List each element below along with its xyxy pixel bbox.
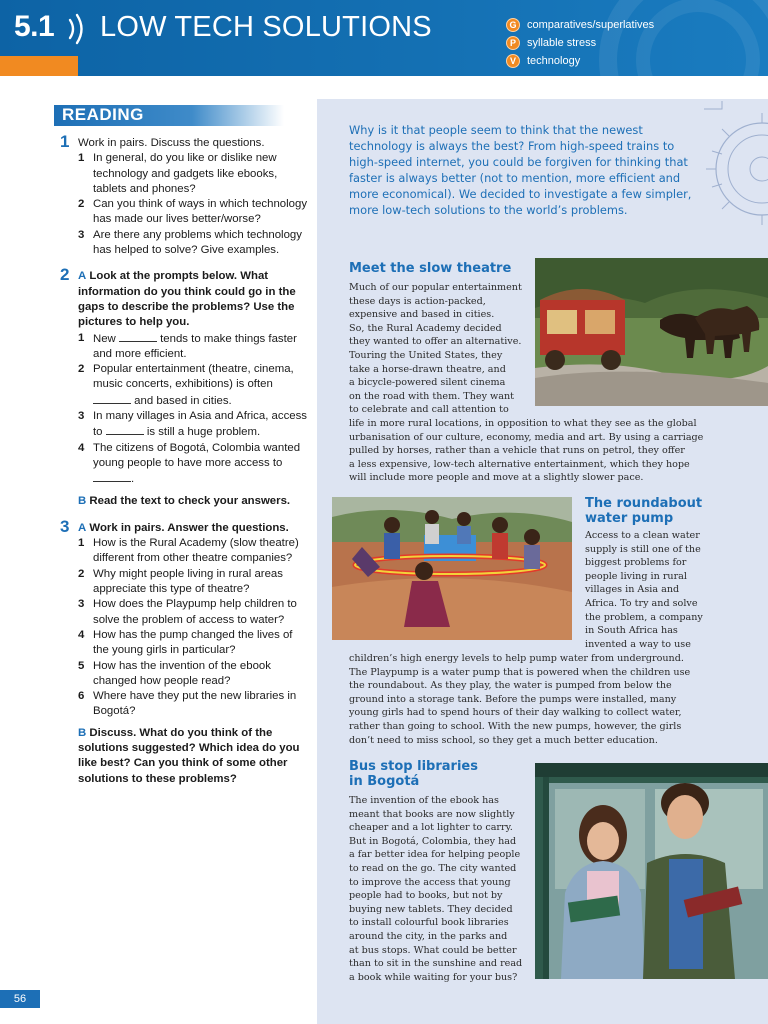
focus-label: syllable stress [527, 37, 597, 49]
text-line: expensive and based in cities. [349, 309, 495, 321]
question-item [78, 597, 310, 628]
theatre-text-wide [349, 417, 759, 485]
answer-gap[interactable] [93, 393, 131, 404]
question-list [60, 536, 310, 720]
text-line: the roundabout. As they play, the water is pumped from below the [349, 680, 672, 692]
prompt-item [78, 331, 310, 363]
theatre-text-narrow [349, 281, 534, 417]
text-line: at bus stops. What could be better [349, 944, 517, 956]
question-text: Why might people living in rural areas appreciate this type of theatre? [93, 567, 283, 596]
text-line: Access to a clean water [585, 530, 700, 541]
exercise-3b [60, 726, 310, 787]
section-banner [54, 105, 284, 126]
prompt-number: 1 [78, 331, 85, 344]
text-line: around the city, in the parks and [349, 930, 508, 942]
prompt-item [78, 409, 310, 441]
question-number: 2 [78, 567, 85, 580]
text-line: than to sit in the sunshine and read [349, 958, 523, 970]
exercise-1 [60, 132, 310, 151]
question-item [78, 567, 310, 598]
heading-line: water pump [585, 511, 674, 526]
text-line: Touring the United States, they [349, 349, 503, 361]
question-number: 3 [78, 228, 85, 241]
text-line: these days is action-packed, [349, 295, 486, 307]
text-line: supply is still one of the [585, 543, 701, 555]
part-letter: B [78, 494, 87, 507]
text-line: people living in rural [585, 570, 687, 582]
text-line: cheaper and a lot lighter to carry. [349, 822, 513, 834]
text-line: The invention of the ebook has [349, 795, 499, 806]
prompt-text: In many villages in Asia and Africa, access to [93, 410, 307, 439]
question-item [78, 228, 310, 259]
question-text: How is the Rural Academy (slow theatre) different from other theatre companies? [93, 537, 299, 565]
question-item [78, 197, 310, 228]
playpump-roundabout-photo [332, 497, 572, 640]
text-line: life in more rural locations, in opposition to what they see as the global [349, 418, 697, 429]
text-line: to improve the access that young [349, 876, 511, 888]
text-line: will include more people and move at a slightly slower pace. [349, 472, 644, 484]
exercise-instruction: Read the text to check your answers. [89, 494, 291, 507]
text-line: Africa. To try and solve [585, 597, 698, 609]
question-number: 1 [78, 152, 85, 165]
text-line: pulled by horses, rather than a vehicle that runs on petrol, they offer [349, 445, 685, 457]
exercise-2 [60, 265, 310, 330]
prompt-number: 4 [78, 441, 85, 454]
question-number: 4 [78, 628, 85, 641]
text-line: So, the Rural Academy decided [349, 322, 502, 334]
text-line: biggest problems for [585, 557, 687, 569]
answer-gap[interactable] [93, 471, 131, 482]
libraries-heading [349, 759, 539, 789]
text-line: a less expensive, low-tech alternative entertainment, which they hope [349, 458, 690, 470]
gear-blueprint-decoration [702, 99, 768, 249]
prompt-item [78, 441, 310, 488]
text-line: villages in Asia and [585, 584, 680, 596]
question-text: Where have they put the new libraries in Bogotá? [93, 690, 297, 718]
text-line: in South Africa has [585, 625, 678, 637]
pump-text-narrow [585, 529, 765, 651]
text-line: people had to books, but not by [349, 890, 503, 902]
pump-text-wide [349, 652, 759, 747]
grammar-badge: G [506, 18, 520, 32]
exercises-column [60, 132, 310, 787]
article-intro: Why is it that people seem to think that the newest technology is always the best? From high-speed trains to high-speed internet, you could be forgiven for thinking that faster is always better (not to mention, more efficient and more economical). We decided to investigate a few simpler, more low-tech solutions to the world’s problems. [349, 123, 692, 217]
prompt-list [60, 331, 310, 488]
exercise-instruction: Discuss. What do you think of the solutions suggested? Which idea do you like best? Can you think of some other solutions to these problems? [78, 726, 300, 785]
exercise-2b [60, 494, 310, 509]
exercise-number: 3 [60, 516, 70, 536]
audio-wave-icon [66, 12, 90, 46]
text-line: they wanted to offer an alternative. [349, 336, 522, 348]
text-line: invented a way to use [585, 638, 691, 650]
exercise-instruction: Work in pairs. Answer the questions. [89, 521, 289, 534]
exercise-instruction: Work in pairs. Discuss the questions. [78, 137, 265, 149]
question-text: Are there any problems which technology has helped to solve? Give examples. [93, 228, 302, 257]
text-line: meant that books are now slightly [349, 808, 515, 820]
question-text: How has the invention of the ebook changed how people read? [93, 659, 271, 687]
answer-gap[interactable] [106, 424, 144, 435]
text-line: to celebrate and call attention to [349, 404, 509, 416]
text-line: a bicycle-powered silent cinema [349, 377, 506, 389]
unit-header [0, 0, 768, 76]
text-line: a far better idea for helping people [349, 849, 521, 861]
text-line: The Playpump is a water pump that is powered when the children use [349, 666, 691, 678]
teens-reading-photo [535, 763, 768, 979]
text-line: ground into a storage tank. Before the pumps were installed, many [349, 693, 677, 705]
pronunciation-badge: P [506, 36, 520, 50]
question-item [78, 659, 310, 690]
prompt-text: New [93, 332, 116, 345]
question-item [78, 151, 310, 197]
text-line: urbanisation of our culture, economy, media and art. By using a carriage [349, 431, 704, 443]
question-number: 1 [78, 537, 85, 550]
focus-label: technology [527, 55, 581, 67]
focus-label: comparatives/superlatives [527, 19, 655, 31]
text-line: the problem, a company [585, 611, 703, 623]
question-text: Can you think of ways in which technology has made our lives better/worse? [93, 198, 308, 226]
heading-line: Bus stop libraries [349, 759, 478, 774]
heading-line: in Bogotá [349, 774, 420, 789]
prompt-number: 2 [78, 363, 85, 376]
prompt-number: 3 [78, 410, 85, 423]
text-line: But in Bogotá, Colombia, they had [349, 835, 517, 847]
heading-line: The roundabout [585, 496, 703, 511]
vocabulary-badge: V [506, 54, 520, 68]
part-letter: A [78, 521, 87, 534]
text-line: children’s high energy levels to help pump water from underground. [349, 653, 684, 664]
unit-number: 5.1 [14, 10, 55, 43]
exercise-number: 2 [60, 265, 70, 285]
question-text: How has the pump changed the lives of the young girls in particular? [93, 628, 293, 657]
prompt-text: tends to make things faster and more efficient. [93, 332, 297, 360]
part-letter: B [78, 726, 87, 739]
pump-heading [585, 496, 765, 526]
text-line: to install colourful book libraries [349, 917, 509, 929]
page-number: 56 [0, 990, 40, 1008]
text-line: a book while waiting for your bus? [349, 971, 518, 983]
text-line: take a horse-drawn theatre, and [349, 363, 506, 375]
exercise-instruction: Look at the prompts below. What information do you think could go in the gaps to describe the problems? Use the pictures to help you. [78, 270, 296, 329]
exercise-3 [60, 516, 310, 536]
focus-grammar [506, 16, 654, 34]
text-line: don’t need to miss school, so they get a much better education. [349, 734, 658, 746]
text-line: Much of our popular entertainment [349, 282, 522, 293]
question-number: 6 [78, 690, 85, 703]
question-item [78, 628, 310, 659]
question-text: In general, do you like or dislike new technology and gadgets like ebooks, tablets and phones? [93, 152, 278, 195]
text-line: to read on the go. The city wanted [349, 862, 517, 874]
lesson-focus-list [506, 16, 654, 70]
question-number: 3 [78, 598, 85, 611]
question-text: How does the Playpump help children to solve the problem of access to water? [93, 598, 297, 626]
focus-pronunciation [506, 34, 654, 52]
text-line: rather than going to school. With the new pumps, however, the girls [349, 720, 682, 732]
question-item [78, 536, 310, 567]
question-number: 2 [78, 198, 85, 211]
exercise-number: 1 [60, 132, 70, 151]
answer-gap[interactable] [119, 331, 157, 342]
focus-vocabulary [506, 52, 654, 70]
prompt-text: is still a huge problem. [146, 426, 261, 439]
text-line: buying new tablets. They decided [349, 903, 513, 915]
horse-drawn-theatre-photo [535, 258, 768, 406]
question-number: 5 [78, 659, 85, 672]
orange-accent-strip [0, 56, 78, 76]
part-letter: A [78, 270, 87, 283]
libraries-text [349, 794, 539, 984]
section-banner-label: READING [62, 105, 144, 124]
theatre-heading: Meet the slow theatre [349, 261, 512, 276]
article-panel [317, 99, 768, 1024]
prompt-text: and based in cities. [134, 394, 232, 407]
prompt-text: The citizens of Bogotá, Colombia wanted young people to have more access to [93, 441, 301, 469]
prompt-text: . [131, 473, 135, 486]
prompt-item [78, 362, 310, 409]
text-line: on the road with them. They want [349, 390, 515, 402]
prompt-text: Popular entertainment (theatre, cinema, music concerts, exhibitions) is often [93, 363, 294, 391]
text-line: young girls had to spend hours of their day walking to collect water, [349, 707, 682, 719]
question-list [60, 151, 310, 258]
question-item [78, 689, 310, 720]
page-title: LOW TECH SOLUTIONS [100, 11, 432, 43]
